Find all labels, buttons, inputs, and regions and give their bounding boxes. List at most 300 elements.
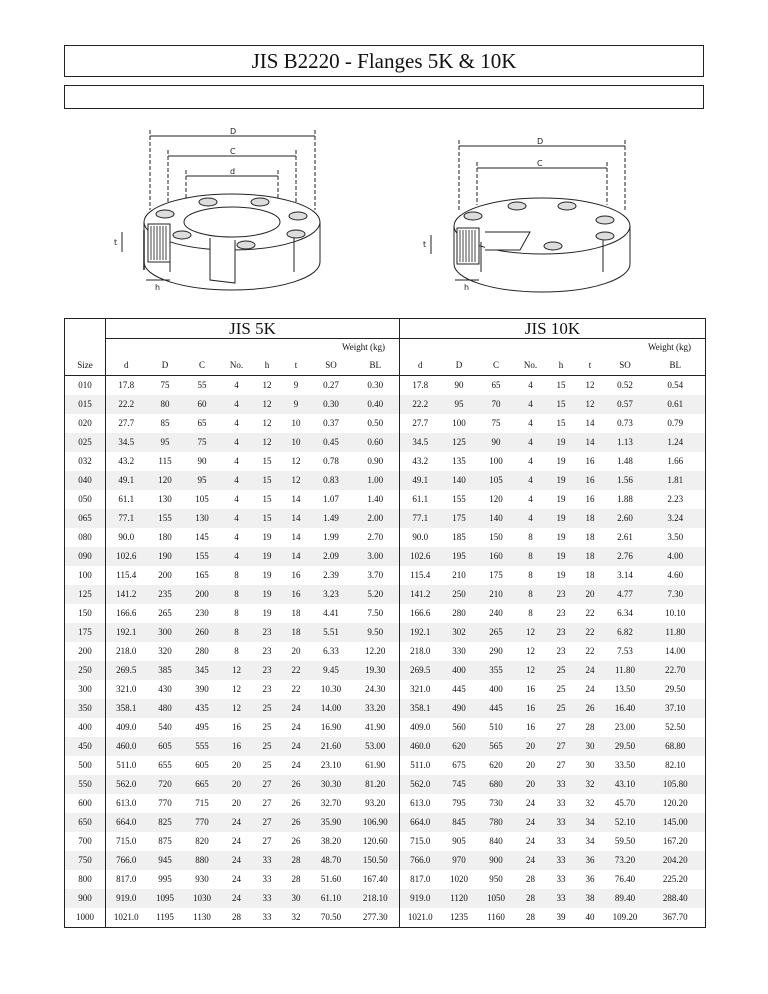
table-cell: 22 — [585, 646, 595, 656]
table-cell: 840 — [489, 836, 503, 846]
table-cell: 200 — [158, 570, 172, 580]
table-cell: 250 — [441, 585, 478, 604]
table-cell: 82.10 — [665, 760, 686, 770]
table-cell: 190 — [147, 547, 184, 566]
size-cell: 650 — [65, 813, 106, 832]
table-cell: 49.1 — [106, 471, 147, 490]
blind-flange-drawing — [415, 120, 635, 295]
size-cell: 175 — [65, 623, 106, 642]
table-cell: 61.1 — [118, 494, 135, 504]
table-cell: 25 — [253, 699, 282, 718]
table-row — [65, 699, 706, 718]
size-cell: 400 — [65, 718, 106, 737]
table-cell: 10.30 — [320, 684, 342, 694]
table-row — [65, 604, 706, 623]
table-cell: 24 — [515, 813, 547, 832]
table-cell: 715.0 — [116, 836, 137, 846]
table-cell: 25 — [262, 722, 272, 732]
table-cell: 16 — [585, 494, 595, 504]
table-cell: 21.60 — [311, 737, 352, 756]
table-cell: 4 — [234, 494, 239, 504]
table-cell: 12 — [221, 699, 253, 718]
table-cell: 33 — [556, 798, 566, 808]
table-cell: 32 — [291, 912, 301, 922]
table-cell: 33 — [262, 874, 272, 884]
table-cell: 32.70 — [320, 798, 342, 808]
table-cell: 1.07 — [323, 494, 339, 504]
table-cell: 34.5 — [400, 433, 441, 452]
table-cell: 11.80 — [646, 623, 706, 642]
table-cell: 9.50 — [352, 623, 400, 642]
table-row — [65, 775, 706, 794]
table-cell: 0.54 — [667, 380, 684, 390]
table-cell: 770 — [158, 798, 172, 808]
table-cell: 2.00 — [352, 509, 400, 528]
table-cell: 52.10 — [605, 813, 646, 832]
table-cell: 880 — [184, 851, 221, 870]
table-cell: 27 — [253, 775, 282, 794]
table-cell: 24 — [576, 661, 605, 680]
column-header: SO — [311, 355, 352, 376]
table-cell: 560 — [452, 722, 466, 732]
table-cell: 2.23 — [667, 494, 684, 504]
table-cell: 19 — [547, 471, 576, 490]
table-cell: 4 — [221, 395, 253, 414]
table-cell: 76.40 — [614, 874, 636, 884]
table-cell: 355 — [478, 661, 515, 680]
table-cell: 9 — [293, 380, 299, 390]
dim-label-D: D — [230, 127, 237, 136]
table-cell: 8 — [515, 585, 547, 604]
column-header: d — [106, 355, 147, 376]
table-cell: 4 — [528, 418, 533, 428]
table-cell: 0.79 — [667, 418, 684, 428]
table-cell: 43.2 — [412, 456, 429, 466]
table-cell: 1.49 — [311, 509, 352, 528]
table-cell: 367.70 — [662, 912, 688, 922]
table-cell: 655 — [158, 760, 172, 770]
table-cell: 1.99 — [323, 532, 339, 542]
table-cell: 120.20 — [662, 798, 688, 808]
table-cell: 90.0 — [412, 532, 429, 542]
table-cell: 81.20 — [352, 775, 400, 794]
table-cell: 1195 — [156, 912, 174, 922]
table-cell: 280 — [452, 608, 466, 618]
table-cell: 265 — [158, 608, 172, 618]
table-cell: 22.2 — [106, 395, 147, 414]
table-cell: 14.00 — [311, 699, 352, 718]
table-cell: 8 — [528, 608, 533, 618]
table-cell: 269.5 — [400, 661, 441, 680]
table-cell: 13.50 — [614, 684, 636, 694]
size-cell: 900 — [65, 889, 106, 908]
size-cell: 750 — [65, 851, 106, 870]
table-cell: 22.70 — [646, 661, 706, 680]
table-cell: 14 — [282, 547, 311, 566]
table-cell: 33 — [556, 836, 566, 846]
table-cell: 0.83 — [311, 471, 352, 490]
table-cell: 100 — [489, 456, 503, 466]
table-cell: 25 — [547, 699, 576, 718]
table-cell: 115.4 — [410, 570, 431, 580]
table-cell: 16.90 — [320, 722, 342, 732]
table-cell: 780 — [478, 813, 515, 832]
table-cell: 14.00 — [665, 646, 686, 656]
table-cell: 4 — [234, 418, 239, 428]
table-cell: 7.50 — [352, 604, 400, 623]
table-cell: 0.37 — [323, 418, 339, 428]
table-cell: 795 — [452, 798, 466, 808]
table-cell: 90 — [197, 456, 207, 466]
table-cell: 460.0 — [400, 737, 441, 756]
table-cell: 180 — [158, 532, 172, 542]
table-cell: 140 — [478, 509, 515, 528]
table-cell: 210 — [478, 585, 515, 604]
table-row — [65, 452, 706, 471]
table-cell: 0.27 — [323, 380, 339, 390]
table-cell: 345 — [184, 661, 221, 680]
table-cell: 106.90 — [352, 813, 400, 832]
table-cell: 49.1 — [400, 471, 441, 490]
table-cell: 18 — [585, 570, 595, 580]
table-cell: 34 — [576, 813, 605, 832]
table-cell: 321.0 — [410, 684, 431, 694]
table-cell: 4 — [528, 494, 533, 504]
column-header: h — [253, 355, 282, 376]
table-cell: 19 — [253, 547, 282, 566]
table-cell: 1.81 — [646, 471, 706, 490]
table-cell: 715.0 — [410, 836, 431, 846]
size-cell: 020 — [65, 414, 106, 433]
dim-label-C: C — [537, 159, 543, 168]
table-cell: 825 — [147, 813, 184, 832]
table-cell: 30 — [282, 889, 311, 908]
table-cell: 23 — [253, 623, 282, 642]
table-cell: 17.8 — [412, 380, 429, 390]
table-cell: 59.50 — [614, 836, 636, 846]
table-cell: 290 — [489, 646, 503, 656]
table-cell: 0.78 — [323, 456, 339, 466]
table-row — [65, 832, 706, 851]
table-cell: 27.7 — [118, 418, 135, 428]
table-row — [65, 566, 706, 585]
table-cell: 20 — [221, 775, 253, 794]
size-cell: 010 — [65, 376, 106, 396]
table-cell: 17.8 — [118, 380, 135, 390]
table-cell: 605 — [195, 760, 209, 770]
table-cell: 29.50 — [665, 684, 686, 694]
table-cell: 75 — [184, 433, 221, 452]
table-cell: 302 — [441, 623, 478, 642]
table-cell: 30.30 — [311, 775, 352, 794]
size-cell: 090 — [65, 547, 106, 566]
table-cell: 15 — [253, 509, 282, 528]
table-cell: 680 — [478, 775, 515, 794]
table-cell: 358.1 — [106, 699, 147, 718]
table-row — [65, 414, 706, 433]
table-cell: 38 — [576, 889, 605, 908]
table-cell: 61.10 — [311, 889, 352, 908]
table-row — [65, 680, 706, 699]
table-cell: 90 — [454, 380, 464, 390]
size-cell: 350 — [65, 699, 106, 718]
table-cell: 28 — [526, 874, 536, 884]
table-cell: 25 — [262, 760, 272, 770]
table-cell: 10 — [282, 433, 311, 452]
table-cell: 160 — [478, 547, 515, 566]
size-cell: 450 — [65, 737, 106, 756]
table-cell: 36 — [576, 851, 605, 870]
table-cell: 745 — [441, 775, 478, 794]
table-cell: 1020 — [450, 874, 469, 884]
size-cell: 032 — [65, 452, 106, 471]
column-header: BL — [352, 355, 400, 376]
table-cell: 930 — [195, 874, 209, 884]
table-cell: 3.00 — [352, 547, 400, 566]
table-cell: 85 — [160, 418, 170, 428]
table-cell: 30 — [585, 760, 595, 770]
table-cell: 33 — [253, 889, 282, 908]
table-cell: 27 — [262, 836, 272, 846]
table-cell: 23 — [547, 623, 576, 642]
table-row — [65, 585, 706, 604]
table-row — [65, 376, 706, 396]
table-cell: 2.76 — [605, 547, 646, 566]
table-cell: 3.70 — [352, 566, 400, 585]
column-header: t — [576, 355, 605, 376]
table-cell: 19 — [556, 570, 566, 580]
table-cell: 900 — [478, 851, 515, 870]
table-cell: 19 — [556, 532, 566, 542]
table-cell: 9 — [282, 395, 311, 414]
size-cell: 250 — [65, 661, 106, 680]
table-cell: 766.0 — [106, 851, 147, 870]
table-cell: 33 — [262, 912, 272, 922]
table-cell: 24 — [515, 851, 547, 870]
table-cell: 0.90 — [352, 452, 400, 471]
table-cell: 141.2 — [106, 585, 147, 604]
table-cell: 19 — [556, 494, 566, 504]
table-cell: 23 — [262, 684, 272, 694]
size-cell: 800 — [65, 870, 106, 889]
table-row — [65, 889, 706, 908]
table-cell: 300 — [147, 623, 184, 642]
table-cell: 970 — [441, 851, 478, 870]
table-cell: 1.40 — [352, 490, 400, 509]
table-cell: 27 — [547, 737, 576, 756]
table-cell: 225.20 — [662, 874, 688, 884]
table-cell: 20 — [232, 760, 241, 770]
size-cell: 050 — [65, 490, 106, 509]
table-cell: 43.10 — [605, 775, 646, 794]
column-header: h — [547, 355, 576, 376]
table-cell: 35.90 — [311, 813, 352, 832]
table-cell: 150.50 — [352, 851, 400, 870]
table-cell: 1.24 — [646, 433, 706, 452]
table-cell: 511.0 — [116, 760, 137, 770]
table-cell: 22 — [291, 684, 301, 694]
table-cell: 204.20 — [646, 851, 706, 870]
table-cell: 4 — [234, 456, 239, 466]
table-cell: 24 — [291, 722, 301, 732]
table-cell: 115 — [158, 456, 172, 466]
table-cell: 4 — [515, 509, 547, 528]
table-cell: 135 — [452, 456, 466, 466]
table-cell: 16 — [576, 471, 605, 490]
table-cell: 12 — [291, 456, 301, 466]
table-cell: 14 — [291, 532, 301, 542]
table-cell: 185 — [452, 532, 466, 542]
dim-label-C: C — [230, 147, 236, 156]
table-cell: 167.40 — [352, 870, 400, 889]
size-cell: 025 — [65, 433, 106, 452]
table-row — [65, 718, 706, 737]
table-cell: 6.82 — [605, 623, 646, 642]
size-cell: 200 — [65, 642, 106, 661]
table-cell: 12 — [221, 661, 253, 680]
table-cell: 27 — [253, 813, 282, 832]
table-cell: 1120 — [441, 889, 478, 908]
table-cell: 175 — [489, 570, 503, 580]
table-cell: 30 — [576, 737, 605, 756]
table-cell: 715 — [195, 798, 209, 808]
table-cell: 19.30 — [352, 661, 400, 680]
table-cell: 770 — [184, 813, 221, 832]
table-row — [65, 851, 706, 870]
table-cell: 24 — [291, 760, 301, 770]
table-cell: 8 — [221, 623, 253, 642]
size-cell: 500 — [65, 756, 106, 775]
table-cell: 120.60 — [352, 832, 400, 851]
table-cell: 945 — [147, 851, 184, 870]
column-header: C — [184, 355, 221, 376]
table-cell: 16 — [585, 456, 595, 466]
table-cell: 24 — [221, 813, 253, 832]
table-cell: 24 — [526, 836, 536, 846]
table-cell: 1030 — [184, 889, 221, 908]
table-cell: 27 — [262, 798, 272, 808]
table-cell: 52.50 — [665, 722, 686, 732]
table-cell: 41.90 — [352, 718, 400, 737]
table-cell: 0.61 — [646, 395, 706, 414]
table-cell: 730 — [489, 798, 503, 808]
table-cell: 25 — [253, 737, 282, 756]
table-cell: 61.1 — [412, 494, 429, 504]
table-cell: 218.0 — [410, 646, 431, 656]
table-cell: 565 — [478, 737, 515, 756]
size-cell: 150 — [65, 604, 106, 623]
table-cell: 89.40 — [605, 889, 646, 908]
table-cell: 4 — [515, 395, 547, 414]
table-cell: 15 — [253, 471, 282, 490]
table-row — [65, 433, 706, 452]
table-cell: 2.60 — [605, 509, 646, 528]
dim-label-h: h — [155, 283, 161, 292]
table-cell: 4 — [221, 509, 253, 528]
table-cell: 5.20 — [352, 585, 400, 604]
table-cell: 115.4 — [116, 570, 137, 580]
table-cell: 817.0 — [410, 874, 431, 884]
table-cell: 26 — [291, 836, 301, 846]
table-cell: 12 — [515, 623, 547, 642]
table-cell: 12 — [585, 380, 595, 390]
size-cell: 125 — [65, 585, 106, 604]
table-cell: 22 — [585, 608, 595, 618]
table-cell: 230 — [195, 608, 209, 618]
table-cell: 33 — [547, 889, 576, 908]
table-cell: 37.10 — [646, 699, 706, 718]
table-cell: 14 — [576, 433, 605, 452]
table-cell: 15 — [262, 456, 272, 466]
table-cell: 192.1 — [106, 623, 147, 642]
column-header: BL — [646, 355, 706, 376]
table-cell: 16 — [526, 722, 536, 732]
weight-label-10k: Weight (kg) — [648, 342, 692, 352]
table-cell: 28 — [282, 851, 311, 870]
table-cell: 32 — [585, 798, 595, 808]
table-cell: 11.80 — [605, 661, 646, 680]
table-cell: 12 — [262, 380, 272, 390]
table-cell: 80 — [147, 395, 184, 414]
table-cell: 28 — [291, 874, 301, 884]
table-cell: 16 — [526, 684, 536, 694]
table-cell: 70 — [478, 395, 515, 414]
dim-label-t: t — [114, 238, 118, 247]
table-cell: 950 — [489, 874, 503, 884]
table-cell: 16 — [291, 570, 301, 580]
table-cell: 6.33 — [323, 646, 339, 656]
table-cell: 75 — [160, 380, 170, 390]
table-row — [65, 794, 706, 813]
table-cell: 29.50 — [605, 737, 646, 756]
table-cell: 1050 — [478, 889, 515, 908]
table-cell: 33 — [547, 851, 576, 870]
table-cell: 0.45 — [311, 433, 352, 452]
table-cell: 766.0 — [400, 851, 441, 870]
table-cell: 65 — [197, 418, 207, 428]
table-cell: 8 — [221, 585, 253, 604]
table-row — [65, 813, 706, 832]
table-cell: 0.40 — [352, 395, 400, 414]
table-cell: 613.0 — [116, 798, 137, 808]
table-cell: 22.2 — [400, 395, 441, 414]
table-row — [65, 642, 706, 661]
table-cell: 19 — [262, 608, 272, 618]
table-cell: 53.00 — [352, 737, 400, 756]
table-cell: 20 — [515, 737, 547, 756]
table-cell: 19 — [547, 433, 576, 452]
table-cell: 235 — [147, 585, 184, 604]
table-cell: 665 — [184, 775, 221, 794]
table-cell: 8 — [528, 570, 533, 580]
table-row — [65, 908, 706, 928]
table-cell: 4 — [221, 433, 253, 452]
table-cell: 93.20 — [352, 794, 400, 813]
table-cell: 90 — [478, 433, 515, 452]
table-cell: 145 — [195, 532, 209, 542]
table-cell: 277.30 — [352, 908, 400, 928]
table-cell: 68.80 — [646, 737, 706, 756]
table-cell: 562.0 — [106, 775, 147, 794]
table-cell: 48.70 — [311, 851, 352, 870]
table-cell: 26 — [576, 699, 605, 718]
table-cell: 28 — [585, 722, 595, 732]
table-cell: 24 — [232, 836, 241, 846]
table-cell: 33.20 — [352, 699, 400, 718]
table-cell: 18 — [585, 532, 595, 542]
table-cell: 166.6 — [116, 608, 137, 618]
table-cell: 435 — [184, 699, 221, 718]
